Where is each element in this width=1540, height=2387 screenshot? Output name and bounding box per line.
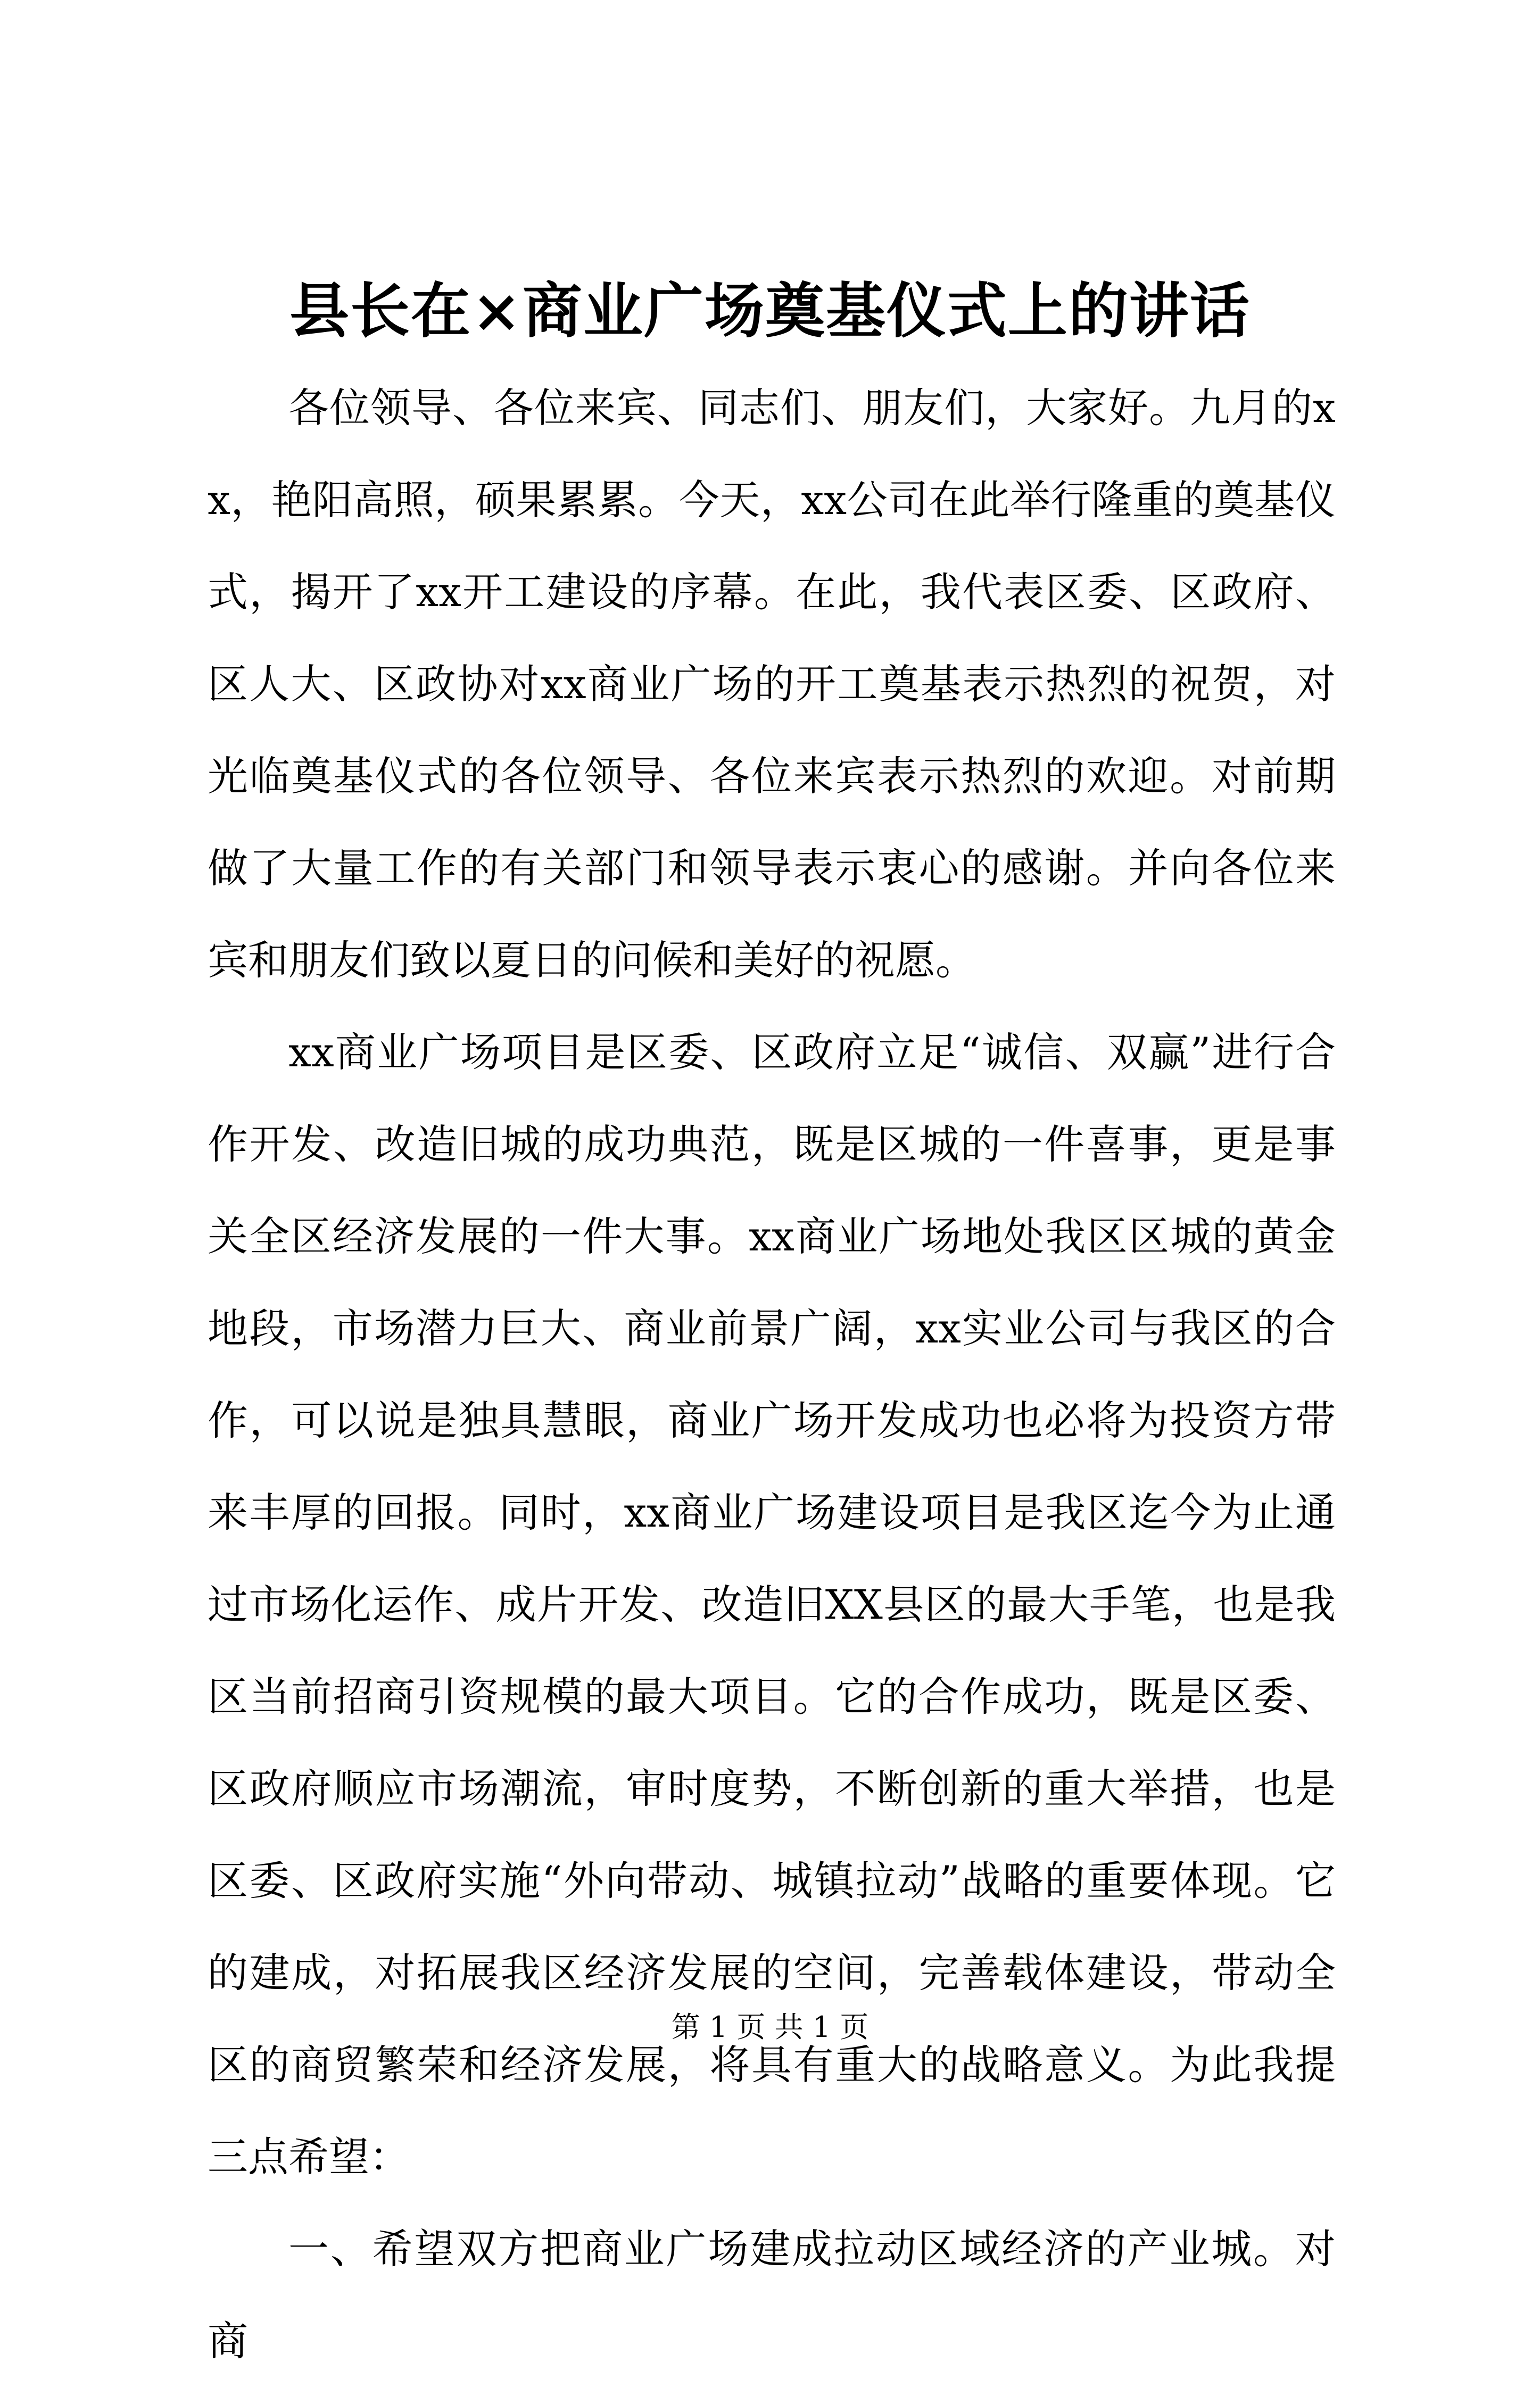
paragraph-greeting: 各位领导、各位来宾、同志们、朋友们，大家好。九月的xx，艳阳高照，硕果累累。今天，xx公司在此举行隆重的奠基仪式，揭开了xx开工建设的序幕。在此，我代表区委、区政府、区人大、区政协对xx商业广场的开工奠基表示热烈的祝贺，对光临奠基仪式的各位领导、各位来宾表示热烈的欢迎。对前期做了大量工作的有关部门和领导表示衷心的感谢。并向各位来宾和朋友们致以夏日的问候和美好的祝愿。 (208, 384, 1336, 984)
paragraph-project: xx商业广场项目是区委、区政府立足“诚信、双赢”进行合作开发、改造旧城的成功典范，既是区城的一件喜事，更是事关全区经济发展的一件大事。xx商业广场地处我区区城的黄金地段，市场潜力巨大、商业前景广阔，xx实业公司与我区的合作，可以说是独具慧眼，商业广场开发成功也必将为投资方带来丰厚的回报。同时，xx商业广场建设项目是我区迄今为止通过市场化运作、成片开发、改造旧XX县区的最大手笔，也是我区当前招商引资规模的最大项目。它的合作成功，既是区委、区政府顺应市场潮流，审时度势，不断创新的重大举措，也是区委、区政府实施“外向带动、城镇拉动”战略的重要体现。它的建成，对拓展我区经济发展的空间，完善载体建设，带动全区的商贸繁荣和经济发展，将具有重大的战略意义。为此我提三点希望： (208, 1029, 1336, 2181)
document-body (208, 362, 1336, 2387)
document-title: 县长在×商业广场奠基仪式上的讲话 (289, 276, 1251, 346)
page-number-footer: 第 1 页 共 1 页 (671, 2010, 869, 2044)
paragraph-hope-one: 一、希望双方把商业广场建成拉动区域经济的产业城。对商 (208, 2225, 1336, 2365)
